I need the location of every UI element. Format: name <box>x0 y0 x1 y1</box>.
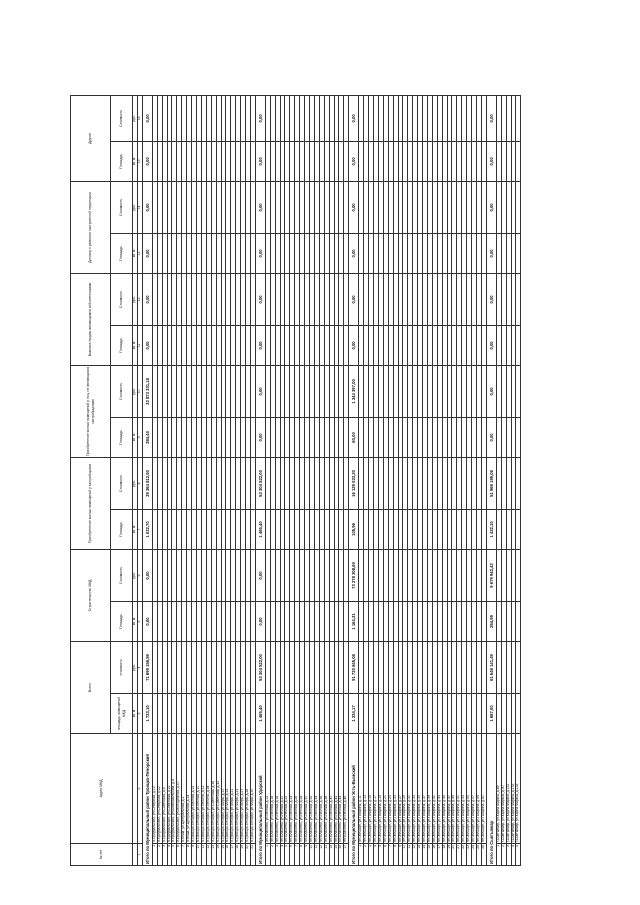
row-cell <box>516 601 521 641</box>
row-address: пгт.Жешарт, ул.Гагарина, д.29 <box>403 734 408 844</box>
row-number: 4 <box>280 844 285 866</box>
unit-m2: кв. м <box>133 325 138 365</box>
row-number: 19 <box>447 844 452 866</box>
section-total-value: 1 422,10 <box>486 509 496 549</box>
header-area: Площадь <box>111 417 133 457</box>
row-address: п.Приуральский, ул.Советская, д.4 <box>162 734 167 844</box>
header-other: Другое <box>71 95 111 181</box>
row-number: 4 <box>373 844 378 866</box>
section-total-value: 71 695 156,59 <box>142 641 152 693</box>
section-total-value: 1 687,00 <box>486 694 496 734</box>
header-area: Площадь <box>111 233 133 273</box>
row-number: 7 <box>295 844 300 866</box>
row-address: пгт.Благоево, ул.Лесная, д.46 <box>344 734 349 844</box>
section-total-value: 0,00 <box>349 273 359 325</box>
section-total-row <box>142 95 152 865</box>
col-number: 7 <box>137 509 142 549</box>
row-address: пгт.Жешарт, ул.Гагарина, д.21 <box>383 734 388 844</box>
row-number: 1 <box>359 844 364 866</box>
section-total-value: 0,00 <box>255 417 265 457</box>
unit-m2: кв. м <box>133 417 138 457</box>
section-total-value: 0,00 <box>255 95 265 141</box>
row-number: 21 <box>250 844 255 866</box>
section-total-row <box>486 95 496 865</box>
row-number: 12 <box>206 844 211 866</box>
section-total-value: 0,00 <box>349 181 359 233</box>
row-number: 17 <box>231 844 236 866</box>
row-address: г.Сыктывкар, ул.Карла Маркса, д.89 <box>496 734 501 844</box>
row-address: пгт.Жешарт, ул.Гагарина, д.59 <box>477 734 482 844</box>
col-number: 15 <box>137 141 142 181</box>
row-address: п.Троицко-Печорск, ул.Ленина, д.34 <box>206 734 211 844</box>
row-number: 2 <box>270 844 275 866</box>
row-address: п.Приуральский, ул.Комсомольская, д.8 <box>172 734 177 844</box>
row-number: 18 <box>442 844 447 866</box>
section-total-value: 16 139 033,30 <box>349 457 359 509</box>
unit-m2: кв. м <box>133 694 138 734</box>
row-number: 21 <box>457 844 462 866</box>
section-title: Итого по Сыктывкар <box>486 734 496 866</box>
section-total-value: 264,59 <box>486 601 496 641</box>
col-number: 12 <box>137 273 142 325</box>
row-number: 5 <box>378 844 383 866</box>
section-total-value: 0,00 <box>486 233 496 273</box>
row-number: 1 <box>152 844 157 866</box>
row-number: 26 <box>481 844 486 866</box>
section-total-value: 51 966 199,06 <box>486 457 496 509</box>
row-number: 8 <box>300 844 305 866</box>
unit-rub: руб. <box>133 549 138 601</box>
row-address: пгт.Жешарт, ул.Гагарина, д.25 <box>393 734 398 844</box>
row-address: пгт.Жешарт, ул.Гагарина, д.57 <box>472 734 477 844</box>
header-buy2: Приобретение жилых помещений у лиц, не являющихся застройщиками <box>71 365 111 457</box>
section-total-value: 9 679 942,43 <box>486 549 496 601</box>
section-total-value: 0,00 <box>255 365 265 417</box>
row-number: 3 <box>275 844 280 866</box>
row-number: 8 <box>187 844 192 866</box>
section-total-value: 0,00 <box>486 365 496 417</box>
section-total-value: 0,00 <box>486 95 496 141</box>
header-total-area: площадь помещений МКД <box>111 694 133 734</box>
section-title: Итого по Муниципальный район Усть-Вымский <box>349 734 359 866</box>
row-number: 12 <box>413 844 418 866</box>
row-number: 4 <box>167 844 172 866</box>
row-number: 17 <box>344 844 349 866</box>
row-address: п.Троицко-Печорск, ул.Ленина, д.12 <box>201 734 206 844</box>
row-cell <box>516 417 521 457</box>
section-total-value: 0,00 <box>255 141 265 181</box>
row-number: 2 <box>364 844 369 866</box>
row-number: 12 <box>319 844 324 866</box>
row-address: пгт.Жешарт, ул.Гагарина, д.43 <box>437 734 442 844</box>
row-number: 13 <box>211 844 216 866</box>
row-address: п.Троицко-Печорск, ул.Мира, д.23 <box>236 734 241 844</box>
row-number: 5 <box>172 844 177 866</box>
section-total-value: 0,00 <box>142 233 152 273</box>
header-cost: Стоимость <box>111 273 133 325</box>
col-number: 10 <box>137 365 142 417</box>
row-cell <box>516 365 521 417</box>
row-number: 15 <box>221 844 226 866</box>
section-title: Итого по Муниципальный район Удорский <box>255 734 265 866</box>
row-address: пгт.Жешарт, ул.Гагарина, д.31 <box>408 734 413 844</box>
section-total-value: 73 278 308,60 <box>349 549 359 601</box>
row-number: 7 <box>388 844 393 866</box>
header-cost: Стоимость <box>111 549 133 601</box>
row-number: 16 <box>226 844 231 866</box>
header-pay: Выплата лицам, являющимся собственниками <box>71 273 111 365</box>
row-address: г.Сыктывкар, ул.Карла Маркса, д.133 <box>511 734 516 844</box>
col-number: 4 <box>137 641 142 693</box>
col-number: 2 <box>137 734 142 844</box>
row-address: п.Троицко-Печорск, ул.Советская, д.42 <box>216 734 221 844</box>
section-total-value: 53 304 522,00 <box>255 457 265 509</box>
header-area: Площадь <box>111 509 133 549</box>
row-address: пгт.Жешарт, ул.Гагарина, д.61 <box>481 734 486 844</box>
row-address: п.Троицко-Печорск, ул.Мира, д.28 <box>246 734 251 844</box>
section-total-value: 1 334,17 <box>349 694 359 734</box>
section-total-value: 0,00 <box>486 141 496 181</box>
row-cell <box>516 181 521 233</box>
row-cell <box>516 641 521 693</box>
col-number: 8 <box>137 457 142 509</box>
unit-m2: кв. м <box>133 233 138 273</box>
section-total-row <box>349 95 359 865</box>
row-address: п.Троицко-Печорск, ул.Лесная, д.15 <box>192 734 197 844</box>
row-number: 15 <box>334 844 339 866</box>
row-address: пгт.Благоево, ул.Лесная, д.24 <box>290 734 295 844</box>
row-number: 13 <box>418 844 423 866</box>
row-number: 18 <box>236 844 241 866</box>
row-cell <box>516 325 521 365</box>
row-number: 4 <box>511 844 516 866</box>
row-cell <box>516 549 521 601</box>
row-address: пгт.Благоево, ул.Лесная, д.18 <box>275 734 280 844</box>
row-number: 17 <box>437 844 442 866</box>
row-address: пгт.Жешарт, ул.Гагарина, д.39 <box>427 734 432 844</box>
header-contract: Договор о развитии застроенной территории <box>71 181 111 273</box>
col-number: 1 <box>137 844 142 866</box>
row-number: 2 <box>501 844 506 866</box>
row-address: пгт.Благоево, ул.Лесная, д.13 <box>265 734 270 844</box>
col-number: 16 <box>137 95 142 141</box>
unit-m2: кв. м <box>133 141 138 181</box>
col-number: 13 <box>137 233 142 273</box>
row-address: пгт.Жешарт, ул.Гагарина, д.33 <box>413 734 418 844</box>
row-number: 5 <box>516 844 521 866</box>
row-address: г.Сыктывкар, ул.Карла Маркса, д.135 <box>516 734 521 844</box>
table-row <box>516 95 521 865</box>
header-build: Строительство МКД <box>71 549 111 641</box>
section-total-value: 0,00 <box>255 233 265 273</box>
header-no: № п/п <box>71 844 133 866</box>
unit-m2: кв. м <box>133 601 138 641</box>
row-address: п.Троицко-Печорск, ул.Мира, д.19 <box>226 734 231 844</box>
unit-rub: руб. <box>133 273 138 325</box>
row-number: 2 <box>157 844 162 866</box>
section-total-value: 33 873 331,18 <box>142 365 152 417</box>
row-address: г.Сыктывкар, ул.Карла Маркса, д.131 <box>506 734 511 844</box>
section-total-value: 0,00 <box>349 233 359 273</box>
row-address: п.Троицко-Печорск, ул.Мира, д.30 <box>250 734 255 844</box>
header-area: Площадь <box>111 141 133 181</box>
row-address: п.Троицко-Печорск, ул.Лесная, д.11 <box>196 734 201 844</box>
section-total-value: 0,00 <box>255 273 265 325</box>
row-number: 14 <box>329 844 334 866</box>
row-number: 14 <box>216 844 221 866</box>
row-number: 6 <box>383 844 388 866</box>
row-number: 1 <box>265 844 270 866</box>
header-cost: Стоимость <box>111 365 133 417</box>
table-body <box>142 95 521 865</box>
section-total-value: 61 646 141,49 <box>486 641 496 693</box>
row-number: 15 <box>427 844 432 866</box>
row-address: пгт.Благоево, ул.Лесная, д.20 <box>280 734 285 844</box>
section-total-value: 0,00 <box>486 417 496 457</box>
row-number: 9 <box>398 844 403 866</box>
section-total-value: 1 164,31 <box>349 601 359 641</box>
row-number: 22 <box>462 844 467 866</box>
row-address: п.Приуральский, ул.Советская, д.22 <box>167 734 172 844</box>
row-number: 13 <box>324 844 329 866</box>
row-address: п.Троицко-Печорск, ул.Мира, д.27 <box>241 734 246 844</box>
row-number: 5 <box>285 844 290 866</box>
row-number: 3 <box>369 844 374 866</box>
unit-rub: руб. <box>133 181 138 233</box>
row-number: 10 <box>196 844 201 866</box>
header-buy: Приобретение жилых помещений у застройщиков <box>71 457 111 549</box>
col-number: 6 <box>137 549 142 601</box>
col-number: 11 <box>137 325 142 365</box>
row-cell <box>516 95 521 141</box>
section-total-value: 0,00 <box>255 325 265 365</box>
housing-table <box>70 95 521 866</box>
row-number: 11 <box>408 844 413 866</box>
section-total-value: 1 344 397,00 <box>349 365 359 417</box>
section-total-value: 0,00 <box>142 273 152 325</box>
header-total: Всего <box>71 641 111 733</box>
section-total-value: 60,00 <box>349 417 359 457</box>
section-total-value: 0,00 <box>349 325 359 365</box>
section-total-value: 0,00 <box>349 141 359 181</box>
row-address: пгт.Благоево, ул.Лесная, д.38 <box>324 734 329 844</box>
section-total-value: 0,00 <box>142 601 152 641</box>
section-total-row <box>255 95 265 865</box>
row-address: пгт.Жешарт, ул.Гагарина, д.23 <box>388 734 393 844</box>
col-number: 5 <box>137 601 142 641</box>
unit-rub: руб. <box>133 365 138 417</box>
row-address: пгт.Жешарт, ул.Гагарина, д.13 <box>364 734 369 844</box>
row-number: 10 <box>310 844 315 866</box>
section-total-value: 0,00 <box>142 181 152 233</box>
row-number: 3 <box>506 844 511 866</box>
row-address: п.Приуральский, ул.Молодёжная, д.10 <box>177 734 182 844</box>
row-address: пгт.Жешарт, ул.Гагарина, д.17 <box>373 734 378 844</box>
row-address: пгт.Жешарт, ул.Гагарина, д.41 <box>432 734 437 844</box>
row-number: 20 <box>246 844 251 866</box>
row-cell <box>516 509 521 549</box>
row-address: пгт.Жешарт, ул.Гагарина, д.45 <box>442 734 447 844</box>
unit-rub: руб. <box>133 641 138 693</box>
section-total-value: 0,00 <box>486 181 496 233</box>
row-address: пгт.Жешарт, ул.Гагарина, д.55 <box>467 734 472 844</box>
row-number: 16 <box>339 844 344 866</box>
section-total-value: 0,00 <box>142 549 152 601</box>
row-address: пгт.Жешарт, ул.Гагарина, д.15 <box>369 734 374 844</box>
row-number: 20 <box>452 844 457 866</box>
row-address: пгт.Жешарт, ул.Гагарина, д.35 <box>418 734 423 844</box>
row-address: пгт.Благоево, ул.Лесная, д.40 <box>329 734 334 844</box>
row-address: пгт.Благоево, ул.Лесная, д.28 <box>300 734 305 844</box>
header-area: Площадь <box>111 325 133 365</box>
row-number: 10 <box>403 844 408 866</box>
section-total-value: 39 364 812,50 <box>142 457 152 509</box>
row-number: 11 <box>314 844 319 866</box>
section-total-value: 1 723,10 <box>142 694 152 734</box>
header-cost: Стоимость <box>111 95 133 141</box>
section-total-value: 53 304 522,00 <box>255 641 265 693</box>
row-number: 6 <box>177 844 182 866</box>
row-address: пгт.Благоево, ул.Лесная, д.42 <box>334 734 339 844</box>
table-header <box>71 95 143 865</box>
row-address: п.Якша, ул.Центральная, д.14 <box>187 734 192 844</box>
row-address: пгт.Благоево, ул.Лесная, д.30 <box>305 734 310 844</box>
row-number: 25 <box>477 844 482 866</box>
row-address: п.Троицко-Печорск, ул.Мира, д.21 <box>231 734 236 844</box>
section-total-value: 0,00 <box>142 95 152 141</box>
row-number: 16 <box>432 844 437 866</box>
section-total-value: 1 032,70 <box>142 509 152 549</box>
header-address: Адрес МКД <box>71 734 133 844</box>
row-cell <box>516 273 521 325</box>
row-address: пгт.Благоево, ул.Лесная, д.22 <box>285 734 290 844</box>
col-number: 9 <box>137 417 142 457</box>
row-address: пгт.Жешарт, ул.Гагарина, д.51 <box>457 734 462 844</box>
row-address: пгт.Благоево, ул.Лесная, д.26 <box>295 734 300 844</box>
row-number: 7 <box>182 844 187 866</box>
section-total-value: 384,40 <box>142 417 152 457</box>
section-total-value: 0,00 <box>255 181 265 233</box>
row-address: п.Приуральский, ул.Северная, д.22 <box>157 734 162 844</box>
row-cell <box>516 694 521 734</box>
section-title: Итого по Муниципальный район Троицко-Печорский <box>142 734 152 866</box>
col-number: 14 <box>137 181 142 233</box>
row-address: пгт.Жешарт, ул.Гагарина, д.37 <box>423 734 428 844</box>
row-number: 3 <box>162 844 167 866</box>
section-total-value: 0,00 <box>255 601 265 641</box>
section-total-value: 0,00 <box>142 141 152 181</box>
row-address: пгт.Жешарт, ул.Гагарина, д.11 <box>359 734 364 844</box>
header-total-cost: стоимость <box>111 641 133 693</box>
row-address: п.Приуральский, ул.Северная, д.13 <box>152 734 157 844</box>
row-address: пгт.Благоево, ул.Лесная, д.32 <box>310 734 315 844</box>
unit-rub: руб. <box>133 457 138 509</box>
row-address: пгт.Благоево, ул.Лесная, д.36 <box>319 734 324 844</box>
section-total-value: 0,00 <box>142 325 152 365</box>
row-address: пгт.Благоево, ул.Лесная, д.44 <box>339 734 344 844</box>
unit-rub: руб. <box>133 95 138 141</box>
row-number: 6 <box>290 844 295 866</box>
section-total-value: 0,00 <box>255 549 265 601</box>
unit-m2: кв. м <box>133 509 138 549</box>
row-number: 9 <box>305 844 310 866</box>
header-area: Площадь <box>111 601 133 641</box>
section-total-value: 91 720 845,08 <box>349 641 359 693</box>
row-address: п.Якша, ул.Центральная, д.2 <box>182 734 187 844</box>
row-address: г.Сыктывкар, ул.Карла Маркса, д.90 <box>501 734 506 844</box>
section-total-value: 105,96 <box>349 509 359 549</box>
row-address: пгт.Благоево, ул.Лесная, д.34 <box>314 734 319 844</box>
row-address: пгт.Жешарт, ул.Гагарина, д.47 <box>447 734 452 844</box>
row-number: 11 <box>201 844 206 866</box>
row-number: 14 <box>423 844 428 866</box>
row-address: пгт.Жешарт, ул.Гагарина, д.53 <box>462 734 467 844</box>
row-cell <box>516 457 521 509</box>
section-total-value: 1 465,40 <box>255 694 265 734</box>
col-number: 3 <box>137 694 142 734</box>
row-address: пгт.Благоево, ул.Лесная, д.16 <box>270 734 275 844</box>
row-number: 19 <box>241 844 246 866</box>
rotated-sheet <box>70 96 590 866</box>
section-total-value: 0,00 <box>349 95 359 141</box>
row-number: 24 <box>472 844 477 866</box>
row-number: 1 <box>496 844 501 866</box>
row-cell <box>516 233 521 273</box>
row-address: п.Троицко-Печорск, ул.Мира, д.10 <box>221 734 226 844</box>
row-number: 9 <box>192 844 197 866</box>
row-number: 8 <box>393 844 398 866</box>
row-number: 23 <box>467 844 472 866</box>
row-cell <box>516 141 521 181</box>
section-total-value: 0,00 <box>486 273 496 325</box>
row-address: п.Троицко-Печорск, ул.Советская, д.38 <box>211 734 216 844</box>
row-address: пгт.Жешарт, ул.Гагарина, д.27 <box>398 734 403 844</box>
section-total-value: 1 465,40 <box>255 509 265 549</box>
header-cost: Стоимость <box>111 181 133 233</box>
section-total-value: 0,00 <box>486 325 496 365</box>
row-address: пгт.Жешарт, ул.Гагарина, д.49 <box>452 734 457 844</box>
row-address: пгт.Жешарт, ул.Гагарина, д.19 <box>378 734 383 844</box>
header-cost: Стоимость <box>111 457 133 509</box>
